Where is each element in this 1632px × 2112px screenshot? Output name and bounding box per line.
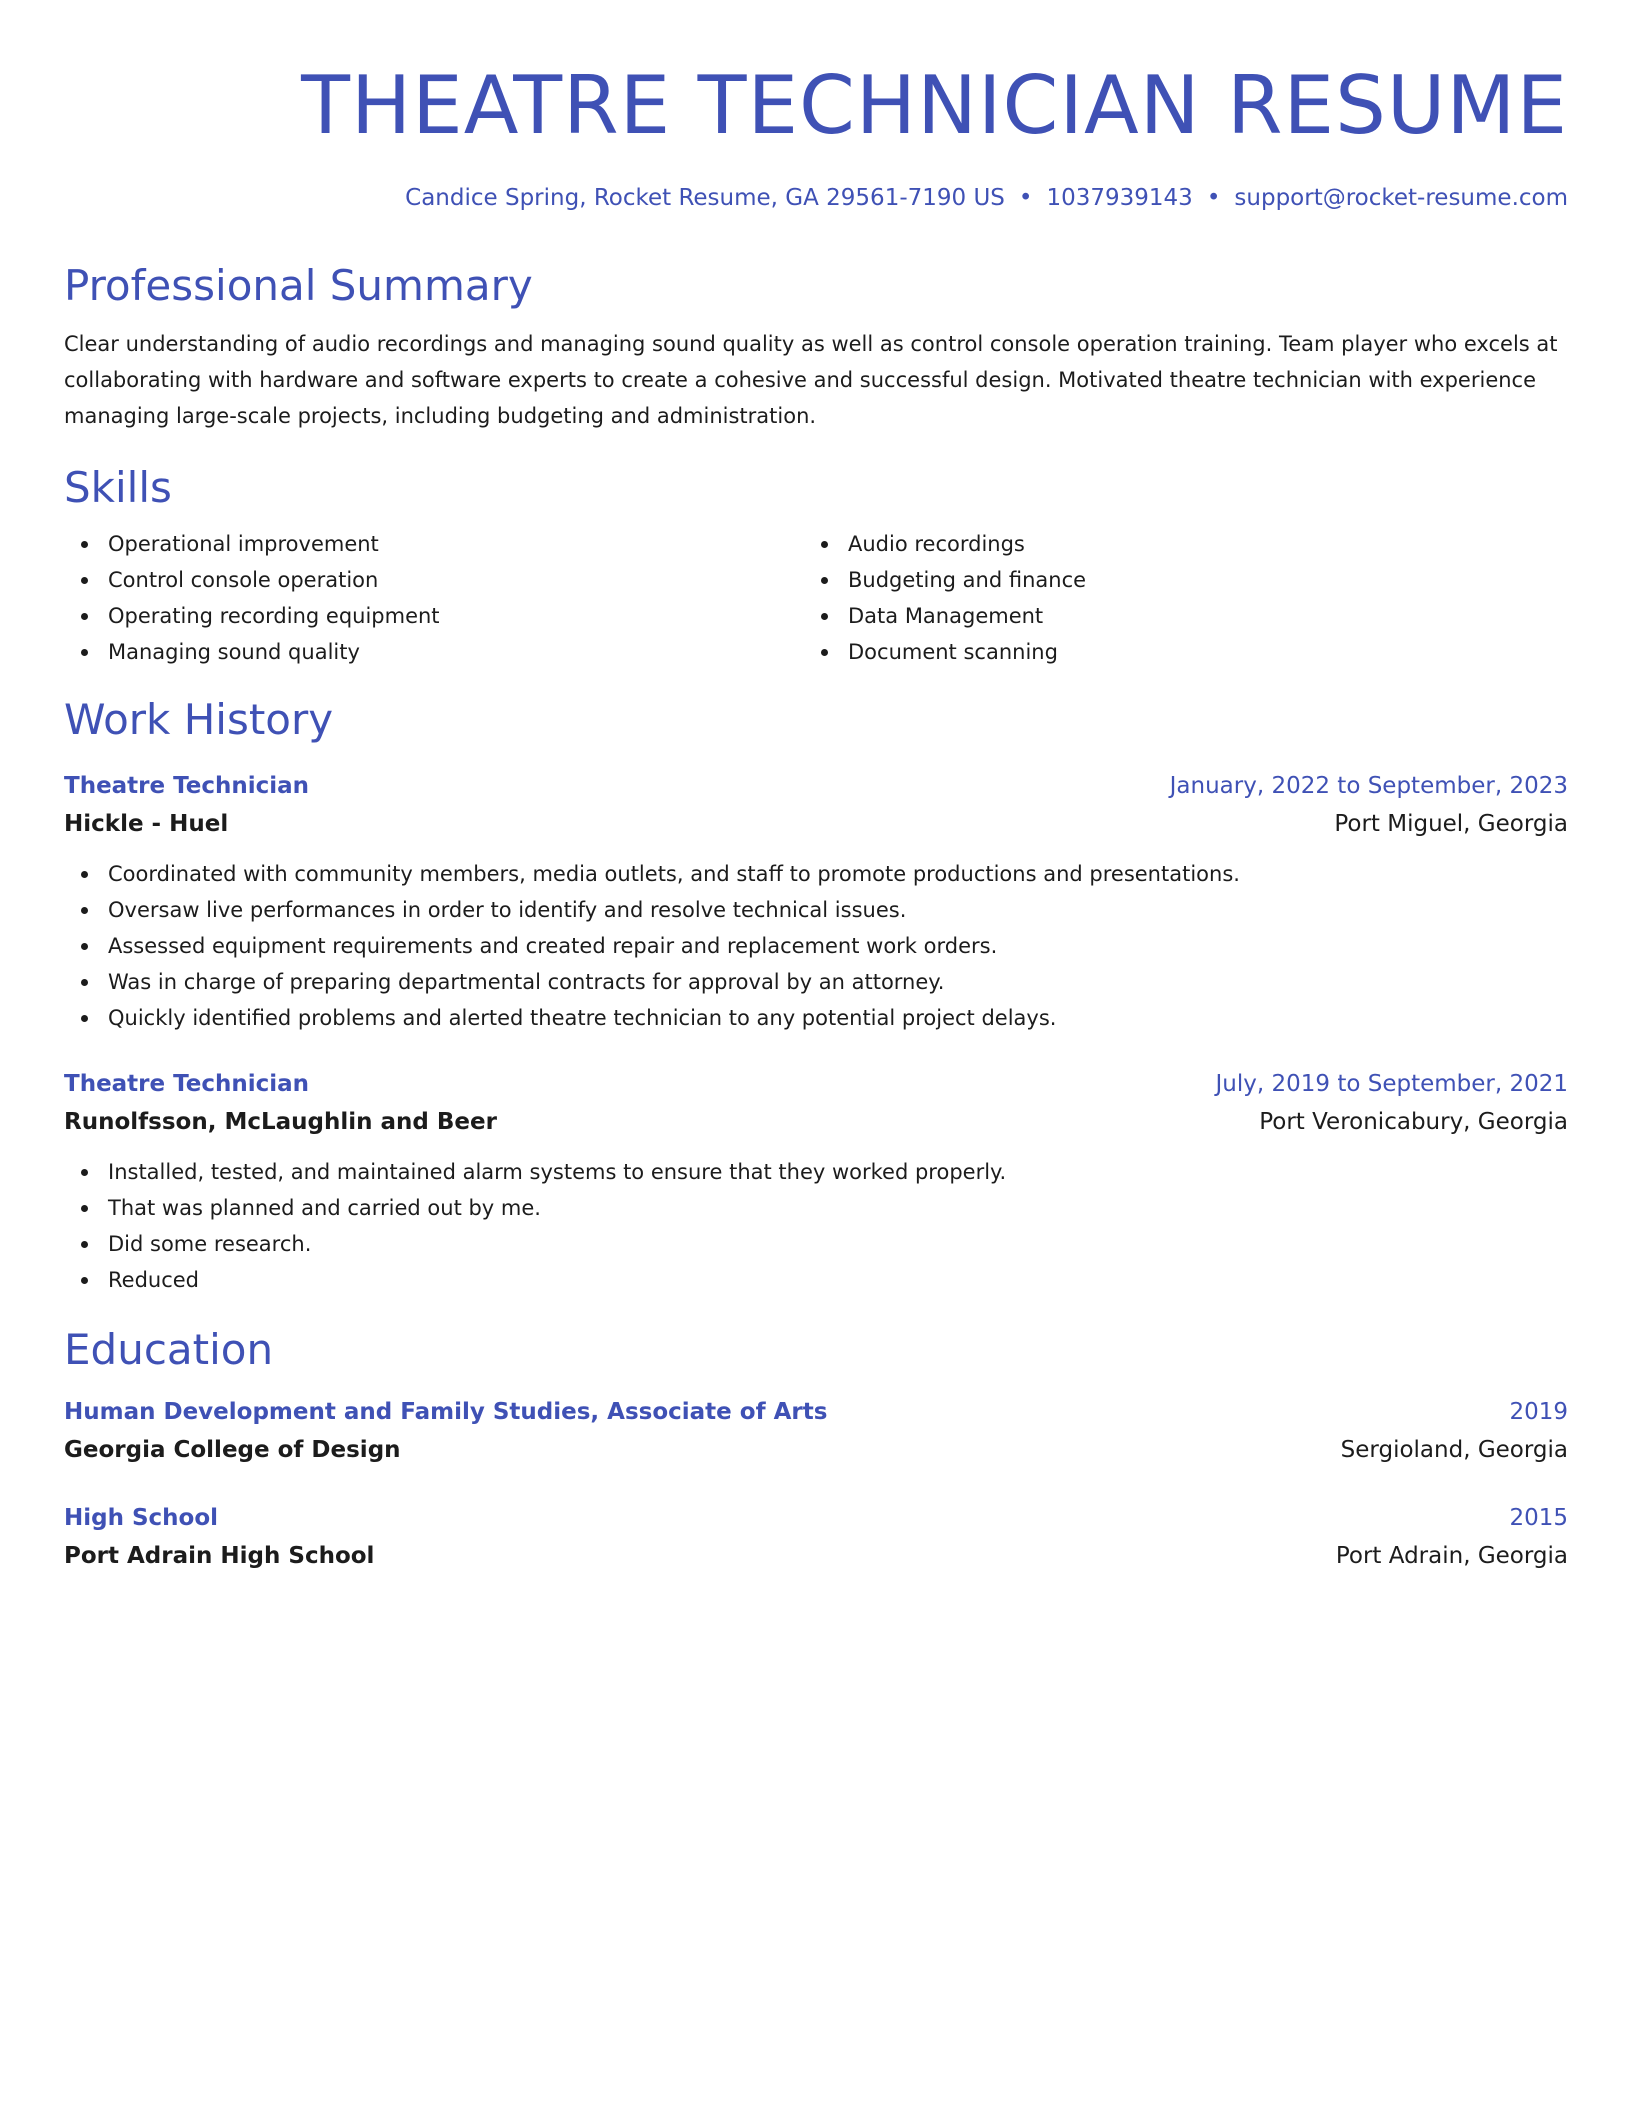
skill-item: Audio recordings <box>804 526 1544 562</box>
skill-item: Data Management <box>804 598 1544 634</box>
school-name: Georgia College of Design <box>64 1437 401 1463</box>
job-bullet: Reduced <box>64 1262 1568 1298</box>
company-name: Hickle - Huel <box>64 811 229 837</box>
job-bullet-list <box>64 856 1568 1036</box>
skills-list-left <box>64 526 804 670</box>
contact-email[interactable]: support@rocket-resume.com <box>1234 185 1568 211</box>
job-bullet: Oversaw live performances in order to identify and resolve technical issues. <box>64 892 1568 928</box>
skills-section <box>64 462 1568 670</box>
education-entry <box>64 1500 1568 1576</box>
section-heading-education: Education <box>64 1325 274 1374</box>
work-history-section <box>64 694 1568 1298</box>
resume-title: THEATRE TECHNICIAN RESUME <box>301 59 1568 152</box>
section-heading-skills: Skills <box>64 463 172 512</box>
job-title: Theatre Technician <box>64 1071 310 1097</box>
job-bullet: Quickly identified problems and alerted theatre technician to any potential project delays. <box>64 1000 1568 1036</box>
job-location: Port Miguel, Georgia <box>1334 811 1568 837</box>
job-bullet: That was planned and carried out by me. <box>64 1190 1568 1226</box>
contact-phone: 1037939143 <box>1046 185 1193 211</box>
education-section <box>64 1324 1568 1576</box>
education-entry-subheader <box>64 1430 1568 1470</box>
contact-address: Candice Spring, Rocket Resume, GA 29561-7190 US <box>405 185 1005 211</box>
job-bullet: Assessed equipment requirements and created repair and replacement work orders. <box>64 928 1568 964</box>
job-bullet: Did some research. <box>64 1226 1568 1262</box>
job-bullet: Installed, tested, and maintained alarm systems to ensure that they worked properly. <box>64 1154 1568 1190</box>
skills-grid <box>64 526 1568 670</box>
work-entry-header <box>64 1066 1568 1102</box>
school-location: Sergioland, Georgia <box>1340 1437 1568 1463</box>
summary-text: Clear understanding of audio recordings and managing sound quality as well as control console operation training. Team player who excels at collaborating with hardware and software experts to create a cohesive and successful design. Motivated theatre technician with experience managing large-scale projects, including budgeting and administration. <box>64 332 1558 428</box>
contact-line <box>64 182 1568 214</box>
work-entry-subheader <box>64 1102 1568 1142</box>
job-title: Theatre Technician <box>64 773 310 799</box>
degree-name: Human Development and Family Studies, Associate of Arts <box>64 1399 828 1425</box>
skill-item: Budgeting and finance <box>804 562 1544 598</box>
degree-name: High School <box>64 1505 219 1531</box>
job-bullet: Was in charge of preparing departmental contracts for approval by an attorney. <box>64 964 1568 1000</box>
skill-item: Document scanning <box>804 634 1544 670</box>
graduation-year: 2015 <box>1509 1505 1568 1531</box>
work-entry-subheader <box>64 804 1568 844</box>
job-dates: July, 2019 to September, 2021 <box>1215 1071 1568 1097</box>
section-heading-work-history: Work History <box>64 695 334 744</box>
skills-list-right <box>804 526 1544 670</box>
skill-item: Operational improvement <box>64 526 804 562</box>
contact-separator: • <box>1018 185 1033 211</box>
job-bullet: Coordinated with community members, media outlets, and staff to promote productions and presentations. <box>64 856 1568 892</box>
education-entry-header <box>64 1394 1568 1430</box>
job-location: Port Veronicabury, Georgia <box>1259 1109 1568 1135</box>
section-heading-summary: Professional Summary <box>64 261 533 310</box>
education-entry <box>64 1394 1568 1470</box>
company-name: Runolfsson, McLaughlin and Beer <box>64 1109 497 1135</box>
skill-item: Managing sound quality <box>64 634 804 670</box>
school-location: Port Adrain, Georgia <box>1335 1543 1568 1569</box>
job-dates: January, 2022 to September, 2023 <box>1169 773 1568 799</box>
work-entry-header <box>64 768 1568 804</box>
summary-section <box>64 260 1568 434</box>
contact-separator: • <box>1206 185 1221 211</box>
education-entry-subheader <box>64 1536 1568 1576</box>
skill-item: Operating recording equipment <box>64 598 804 634</box>
school-name: Port Adrain High School <box>64 1543 375 1569</box>
resume-header <box>64 58 1568 214</box>
job-bullet-list <box>64 1154 1568 1298</box>
work-entry <box>64 768 1568 1036</box>
graduation-year: 2019 <box>1509 1399 1568 1425</box>
skill-item: Control console operation <box>64 562 804 598</box>
work-entry <box>64 1066 1568 1298</box>
education-entry-header <box>64 1500 1568 1536</box>
